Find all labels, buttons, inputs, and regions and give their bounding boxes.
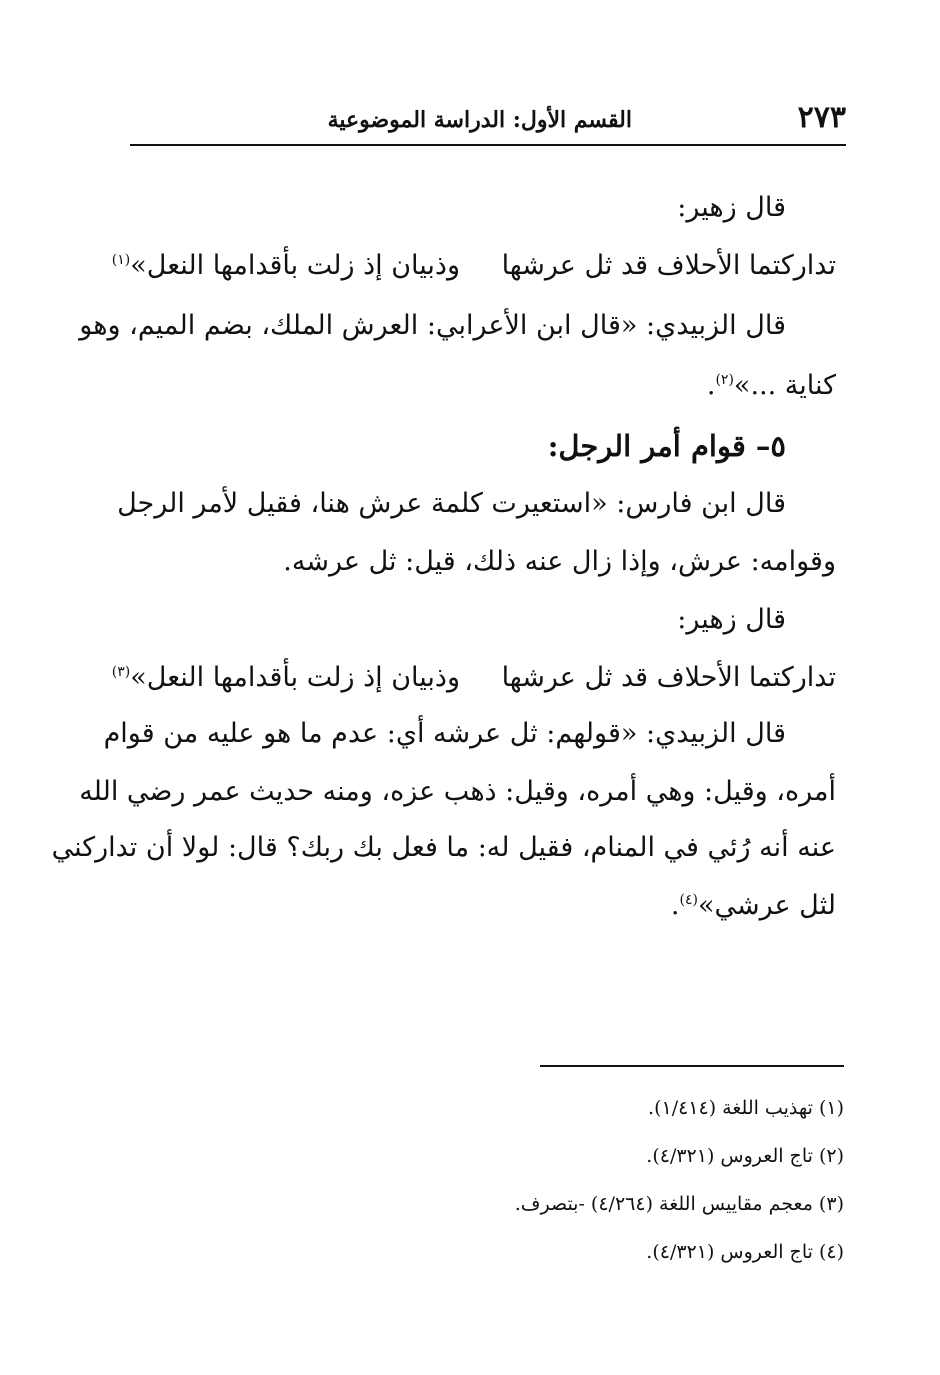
footnote-marker: (٣) [111,664,131,680]
footnote-marker: (٤) [679,892,698,908]
paragraph-line: وقوامه: عرش، وإذا زال عنه ذلك، قيل: ثل عرشه. [283,546,836,577]
section-heading: ٥– قوام أمر الرجل: [547,429,786,463]
footnote: (٣) معجم مقاييس اللغة (٤/٢٦٤) -بتصرف. [514,1193,844,1215]
paragraph-line: قال الزبيدي: «قولهم: ثل عرشه أي: عدم ما هو عليه من قوام [103,718,786,749]
footnote: (١) تهذيب اللغة (١/٤١٤). [648,1097,844,1119]
header-rule [130,144,846,146]
paragraph-line: قال زهير: [677,604,786,635]
verse-hemistich-first: تداركتما الأحلاف قد ثل عرشها [501,250,836,281]
verse-text: وذبيان إذ زلت بأقدامها النعل» [130,250,460,281]
paragraph-line: لثل عرشي»$^{(٤)}$. [670,890,836,921]
paragraph-line: أمره، وقيل: وهي أمره، وقيل: ذهب عزه، ومنه حديث عمر رضي الله [79,776,836,807]
paragraph-line: قال ابن فارس: «استعيرت كلمة عرش هنا، فقيل لأمر الرجل [117,488,786,519]
footnote-marker: (١) [111,252,131,268]
footnote-marker: (٢) [715,372,734,388]
paragraph-line: قال الزبيدي: «قال ابن الأعرابي: العرش الملك، بضم الميم، وهو [79,310,786,341]
running-title: القسم الأول: الدراسة الموضوعية [327,107,632,133]
verse-hemistich-first: تداركتما الأحلاف قد ثل عرشها [501,662,836,693]
footnote: (٢) تاج العروس (٤/٣٢١). [646,1145,844,1167]
verse-hemistich-second [111,656,460,700]
footnote-rule [540,1065,844,1067]
footnote: (٤) تاج العروس (٤/٣٢١). [646,1241,844,1263]
paragraph-line: قال زهير: [677,192,786,223]
paragraph-line: عنه أنه رُئي في المنام، فقيل له: ما فعل بك ربك؟ قال: لولا أن تداركني [51,832,836,863]
page-number: ٢٧٣ [797,100,846,135]
quote-text: لثل عرشي» [697,890,836,921]
quote-text: كناية ...» [733,370,836,401]
paragraph-line: كناية ...»$^{(٢)}$. [706,370,836,401]
verse-text: وذبيان إذ زلت بأقدامها النعل» [130,662,460,693]
verse-hemistich-second [111,244,460,288]
